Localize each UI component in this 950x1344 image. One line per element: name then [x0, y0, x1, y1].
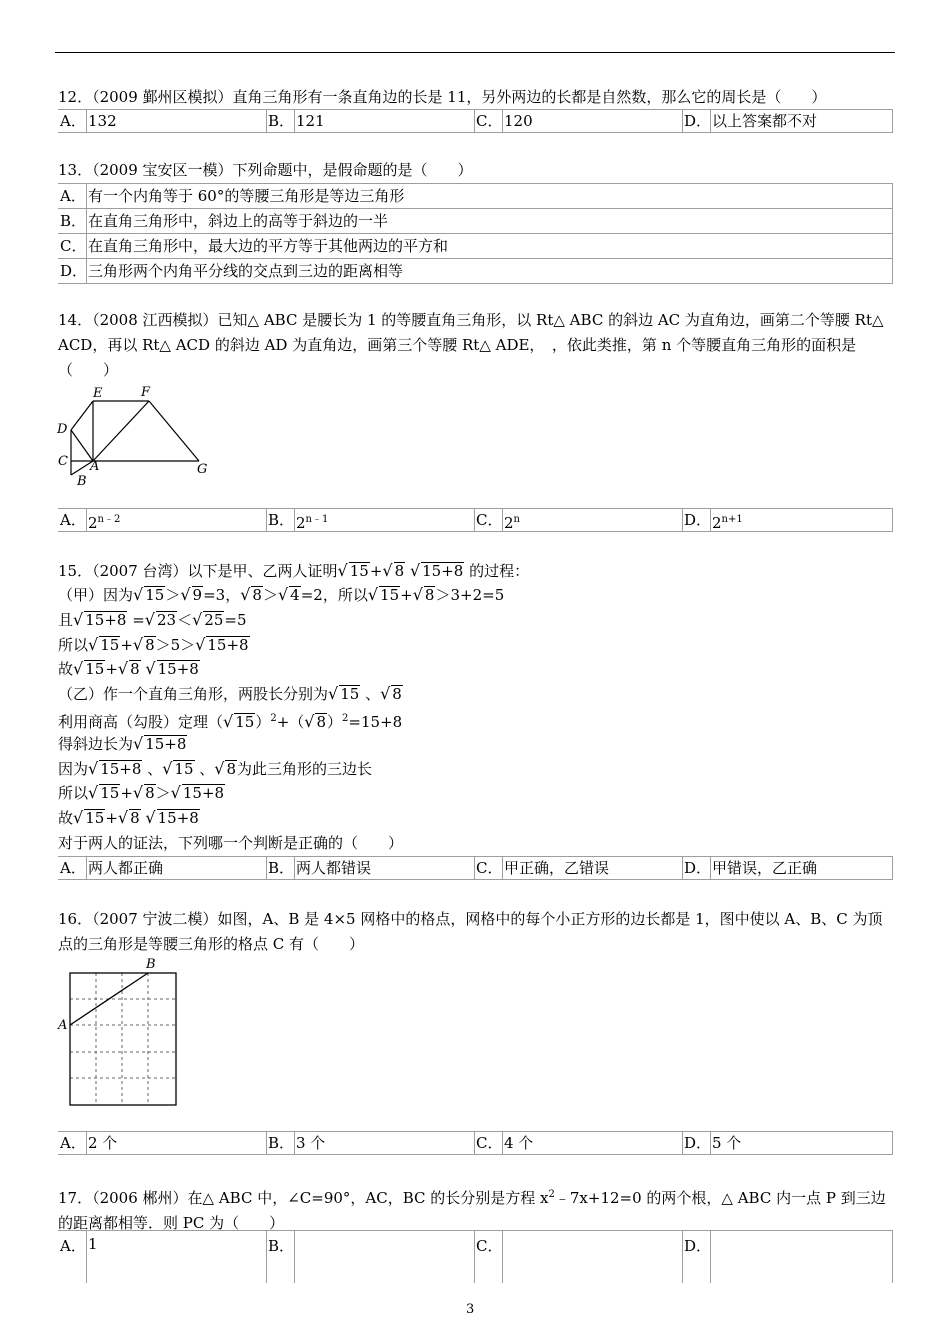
q15-option-d-label[interactable]: D．	[684, 859, 712, 877]
q14-option-a-text[interactable]: $2^{n﹣2}$	[88, 514, 121, 532]
q14-option-b-text[interactable]: $2^{n﹣1}$	[296, 514, 329, 532]
q15-option-d-text[interactable]: 甲错误，乙正确	[712, 859, 818, 877]
q15-line-1: （甲）因为√ 15＞√ 9=3，√ 8＞√ 4=2，所以√ 15+√ 8＞3+2=5	[58, 585, 505, 604]
q15-line-4: 故√ 15+√ 8 √ 15+8	[58, 659, 199, 678]
q16-option-c-label[interactable]: C．	[476, 1134, 503, 1152]
q13-option-b-text[interactable]: 在直角三角形中，斜边上的高等于斜边的一半	[88, 212, 389, 230]
q15-options	[58, 856, 893, 880]
q13-option-a-text[interactable]: 有一个内角等于 60°的等腰三角形是等边三角形	[88, 187, 405, 205]
q17-option-d-label[interactable]: D．	[684, 1237, 712, 1255]
q16-option-d-label[interactable]: D．	[684, 1134, 712, 1152]
q12-options	[58, 109, 893, 133]
q16-label-b: B	[146, 957, 156, 972]
q12-option-a-text[interactable]: 132	[88, 112, 117, 130]
q15-line-3: 所以√ 15+√ 8＞5＞√ 15+8	[58, 635, 249, 654]
q12-option-b-label[interactable]: B．	[268, 112, 295, 130]
q13-option-c-text[interactable]: 在直角三角形中，最大边的平方等于其他两边的平方和	[88, 237, 449, 255]
q13-option-d-label[interactable]: D．	[60, 262, 88, 280]
q13-option-a-label[interactable]: A．	[60, 187, 86, 205]
q13-option-b[interactable]	[58, 208, 893, 233]
q15-stem: 15．（2007 台湾）以下是甲、乙两人证明√ 15+√ 8 √ 15+8 的过程：	[58, 561, 530, 580]
page-number: 3	[466, 1302, 475, 1317]
q15-option-a-label[interactable]: A．	[60, 859, 86, 877]
q15-line-11: 对于两人的证法，下列哪一个判断是正确的（ ）	[58, 834, 404, 852]
q16-option-b-text[interactable]: 3 个	[296, 1134, 326, 1152]
q16-figure	[56, 955, 181, 1110]
q14-label-d: D	[57, 422, 68, 437]
q12-option-c-label[interactable]: C．	[476, 112, 503, 130]
q16-stem: 16．（2007 宁波二模）如图，A、B 是 4×5 网格中的格点，网格中的每个小正方形的边长都是 1，图中使以 A、B、C 为顶点的三角形是等腰三角形的格点 C 有（ ）	[58, 910, 883, 953]
q15-option-c-label[interactable]: C．	[476, 859, 503, 877]
q13-option-c-label[interactable]: C．	[60, 237, 87, 255]
q14-label-c: C	[58, 454, 68, 469]
q15-line-10: 故√ 15+√ 8 √ 15+8	[58, 808, 199, 827]
q13-option-a[interactable]	[58, 183, 893, 208]
q16-label-a: A	[58, 1018, 68, 1033]
q14-label-b: B	[77, 474, 87, 489]
q14-label-e: E	[93, 386, 103, 401]
q14-figure	[56, 385, 216, 490]
q13-option-c[interactable]	[58, 233, 893, 258]
q14-option-c-label[interactable]: C．	[476, 511, 503, 529]
q13-option-d[interactable]	[58, 258, 893, 284]
q15-line-2: 且√ 15+8 =√ 23＜√ 25=5	[58, 610, 247, 629]
q16-option-d-text[interactable]: 5 个	[712, 1134, 742, 1152]
q15-option-b-label[interactable]: B．	[268, 859, 295, 877]
q14-label-f: F	[141, 385, 151, 400]
q16-grid-svg	[56, 955, 181, 1110]
q14-options	[58, 508, 893, 532]
q14-option-d-text[interactable]: $2^{n+1}$	[712, 514, 743, 532]
q16-options	[58, 1131, 893, 1155]
q13-stem: 13．（2009 宝安区一模）下列命题中，是假命题的是（ ）	[58, 161, 473, 179]
q17-option-a-label[interactable]: A．	[60, 1237, 86, 1255]
q16-option-a-label[interactable]: A．	[60, 1134, 86, 1152]
q15-line-7: 得斜边长为√ 15+8	[58, 734, 187, 753]
q15-option-b-text[interactable]: 两人都错误	[296, 859, 372, 877]
q15-line-9: 所以√ 15+√ 8＞√ 15+8	[58, 783, 225, 802]
q15-line-8: 因为√ 15+8 、√ 15 、√ 8为此三角形的三边长	[58, 759, 373, 778]
q12-stem: 12．（2009 鄞州区模拟）直角三角形有一条直角边的长是 11，另外两边的长都是自然数，那么它的周长是（ ）	[58, 88, 827, 106]
q14-stem: 14．（2008 江西模拟）已知△ ABC 是腰长为 1 的等腰直角三角形，以 Rt△ ABC 的斜边 AC 为直角边，画第二个等腰 Rt△ ACD，再以 Rt△ ACD 的斜边 AD 为直角边，画第三个等腰 Rt△ ADE， ，依此类推，第 n 个等腰直角三角形的面积是（ ）	[58, 311, 884, 379]
header-rule	[55, 52, 895, 53]
q17-options	[58, 1230, 893, 1283]
q16-option-a-text[interactable]: 2 个	[88, 1134, 118, 1152]
q13-option-b-label[interactable]: B．	[60, 212, 87, 230]
q15-line-5: （乙）作一个直角三角形，两股长分别为√ 15 、√ 8	[58, 684, 402, 703]
q15-option-c-text[interactable]: 甲正确，乙错误	[504, 859, 610, 877]
q17-option-b-label[interactable]: B．	[268, 1237, 295, 1255]
q14-label-a: A	[90, 459, 100, 474]
q13-option-d-text[interactable]: 三角形两个内角平分线的交点到三边的距离相等	[88, 262, 404, 280]
q12-option-d-label[interactable]: D．	[684, 112, 712, 130]
q14-option-b-label[interactable]: B．	[268, 511, 295, 529]
q15-line-6: 利用商高（勾股）定理（√ 15）$^2$+（√ 8）$^2$=15+8	[58, 712, 403, 731]
q17-option-a-text[interactable]: 1	[88, 1235, 98, 1253]
q12-option-b-text[interactable]: 121	[296, 112, 325, 130]
q14-option-c-text[interactable]: 2$^n$	[504, 514, 520, 532]
q14-label-g: G	[197, 462, 208, 477]
q16-option-b-label[interactable]: B．	[268, 1134, 295, 1152]
q17-stem: 17．（2006 郴州）在△ ABC 中，∠C=90°，AC，BC 的长分别是方程 $x^2﹣7x+12=0$ 的两个根，△ ABC 内一点 P 到三边的距离都相等．则 PC 为（ ）	[58, 1189, 886, 1232]
q16-option-c-text[interactable]: 4 个	[504, 1134, 534, 1152]
q17-option-c-label[interactable]: C．	[476, 1237, 503, 1255]
q15-option-a-text[interactable]: 两人都正确	[88, 859, 164, 877]
q14-option-d-label[interactable]: D．	[684, 511, 712, 529]
q12-option-d-text[interactable]: 以上答案都不对	[712, 112, 818, 130]
q12-option-c-text[interactable]: 120	[504, 112, 533, 130]
q12-option-a-label[interactable]: A．	[60, 112, 86, 130]
q14-option-a-label[interactable]: A．	[60, 511, 86, 529]
